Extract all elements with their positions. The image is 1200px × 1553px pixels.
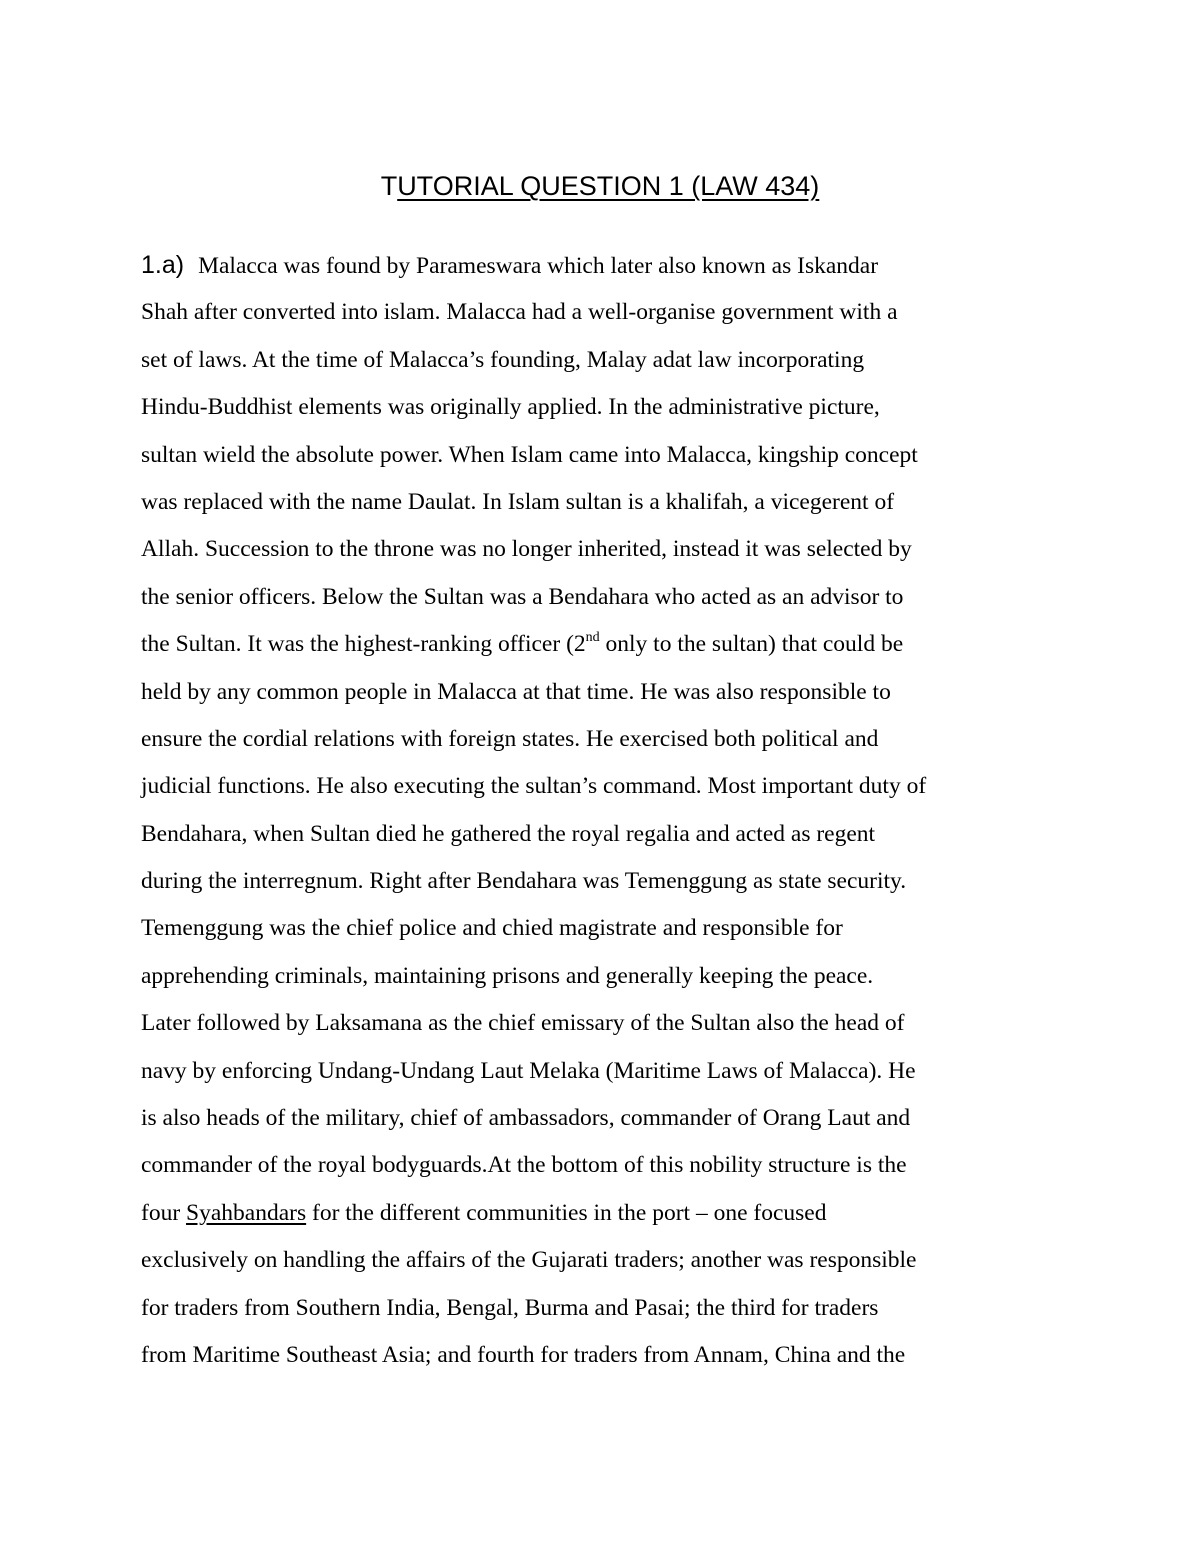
title-first-letter: T [380,171,398,201]
ordinal-superscript: nd [585,630,600,646]
paragraph-line-22: exclusively on handling the affairs of the Gujarati traders; another was responsible [141,1247,917,1274]
paragraph-line-3: set of laws. At the time of Malacca’s founding, Malay adat law incorporating [141,346,865,373]
paragraph-line-12: judicial functions. He also executing the sultan’s command. Most important duty of [141,773,927,800]
line-text-before-superscript: the Sultan. It was the highest-ranking officer (2 [141,631,586,658]
title-underlined-text: UTORIAL QUESTION 1 (LAW 434) [397,171,820,201]
paragraph-line-14: during the interregnum. Right after Bendahara was Temenggung as state security. [141,868,907,895]
paragraph-line-2: Shah after converted into islam. Malacca had a well-organise government with a [141,299,898,326]
line-text: Malacca was found by Parameswara which later also known as Iskandar [198,253,879,279]
paragraph-line-5: sultan wield the absolute power. When Islam came into Malacca, kingship concept [141,441,918,468]
underlined-term: Syahbandars [186,1199,307,1226]
paragraph-line-10: held by any common people in Malacca at that time. He was also responsible to [141,678,891,705]
paragraph-line-21 [141,1190,1071,1237]
paragraph-line-13: Bendahara, when Sultan died he gathered the royal regalia and acted as regent [141,820,876,847]
paragraph-line-8: the senior officers. Below the Sultan was a Bendahara who acted as an advisor to [141,583,904,610]
line-text-after-superscript: only to the sultan) that could be [599,631,904,658]
paragraph-line-9 [141,621,1071,668]
paragraph-line-15: Temenggung was the chief police and chied magistrate and responsible for [141,915,843,942]
paragraph-line-24: from Maritime Southeast Asia; and fourth for traders from Annam, China and the [141,1341,906,1368]
paragraph-line-4: Hindu-Buddhist elements was originally applied. In the administrative picture, [141,394,880,421]
paragraph-line-1 [141,242,1071,289]
page-title [0,168,1200,204]
paragraph-line-17: Later followed by Laksamana as the chief emissary of the Sultan also the head of [141,1010,905,1037]
paragraph-line-19: is also heads of the military, chief of ambassadors, commander of Orang Laut and [141,1105,911,1132]
paragraph-line-16: apprehending criminals, maintaining prisons and generally keeping the peace. [141,962,874,989]
paragraph-line-11: ensure the cordial relations with foreign states. He exercised both political and [141,725,879,752]
answer-paragraph [141,242,1071,1379]
paragraph-line-23: for traders from Southern India, Bengal, Burma and Pasai; the third for traders [141,1294,879,1321]
line-text-after-underline: for the different communities in the port – one focused [306,1199,827,1226]
question-number: 1.a) [141,251,185,279]
line-text-before-underline: four [141,1199,187,1226]
paragraph-line-18: navy by enforcing Undang-Undang Laut Melaka (Maritime Laws of Malacca). He [141,1057,916,1084]
paragraph-line-6: was replaced with the name Daulat. In Islam sultan is a khalifah, a vicegerent of [141,488,895,515]
paragraph-line-20: commander of the royal bodyguards.At the bottom of this nobility structure is the [141,1152,907,1179]
paragraph-line-7: Allah. Succession to the throne was no longer inherited, instead it was selected by [141,536,912,563]
